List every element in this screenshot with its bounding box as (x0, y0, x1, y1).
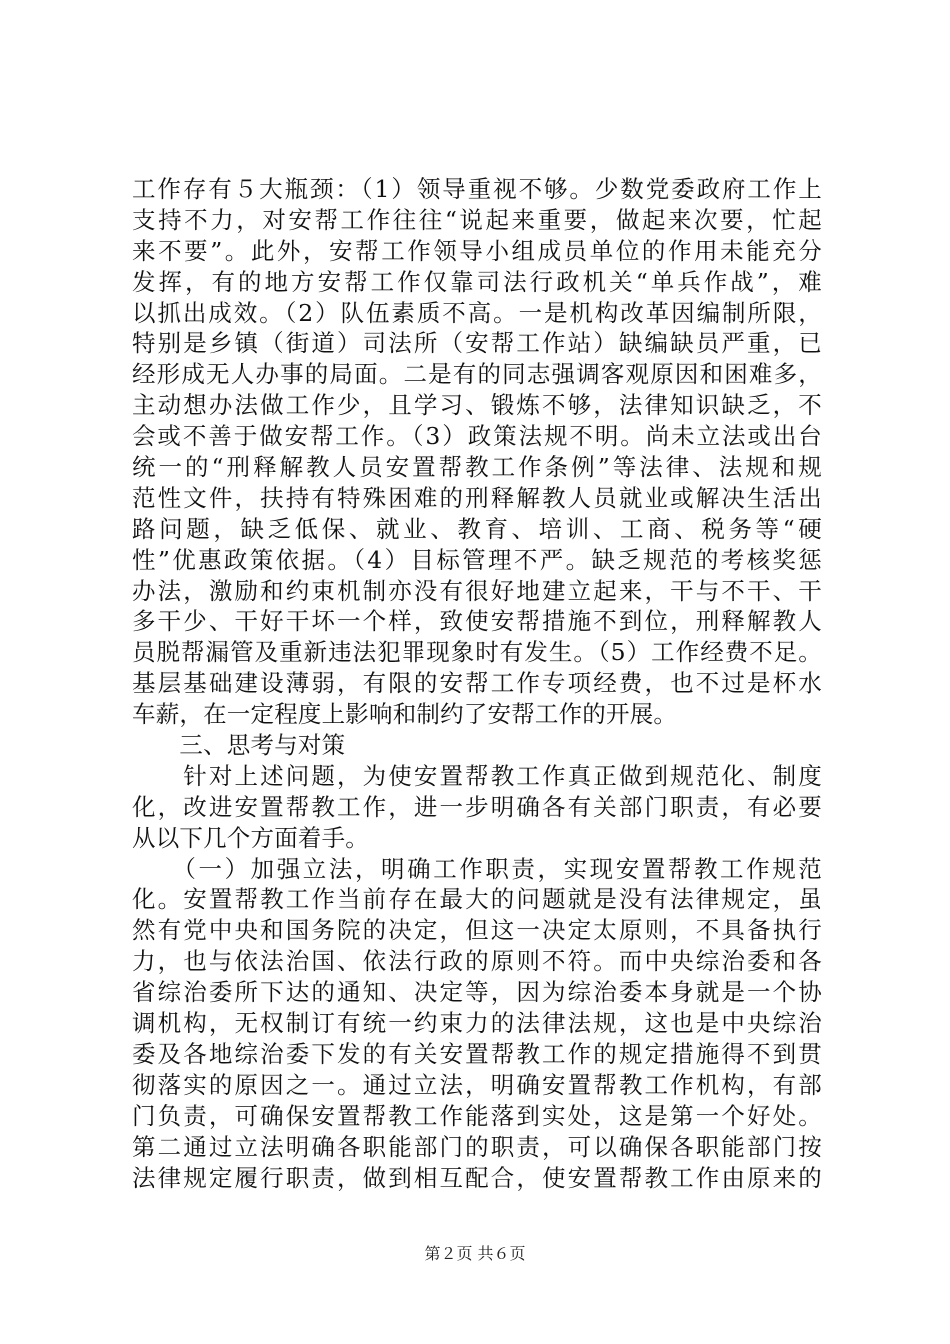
text-line: 工作存有５大瓶颈：（1）领导重视不够。少数党委政府工作上 (132, 175, 822, 203)
text-line: 来不要”。此外，安帮工作领导小组成员单位的作用未能充分 (132, 236, 822, 265)
text-line: 调机构，无权制订有统一约束力的法律法规，这也是中央综治 (132, 1009, 822, 1038)
text-line: 发挥，有的地方安帮工作仅靠司法行政机关“单兵作战”，难 (132, 267, 822, 296)
body-text (132, 174, 822, 1193)
text-line: 统一的“刑释解教人员安置帮教工作条例”等法律、法规和规 (132, 453, 822, 482)
text-line: 主动想办法做工作少，且学习、锻炼不够，法律知识缺乏，不 (132, 391, 822, 420)
text-line: 第二通过立法明确各职能部门的职责，可以确保各职能部门按 (132, 1132, 822, 1161)
text-line: 支持不力，对安帮工作往往“说起来重要，做起来次要，忙起 (132, 205, 822, 234)
text-line: 性”优惠政策依据。（4）目标管理不严。缺乏规范的考核奖惩 (132, 545, 822, 574)
text-line: 范性文件，扶持有特殊困难的刑释解教人员就业或解决生活出 (132, 483, 822, 512)
text-line: 委及各地综治委下发的有关安置帮教工作的规定措施得不到贯 (132, 1039, 822, 1068)
text-line: 省综治委所下达的通知、决定等，因为综治委本身就是一个协 (132, 978, 822, 1007)
text-line: 多干少、干好干坏一个样，致使安帮措施不到位，刑释解教人 (132, 607, 822, 636)
text-line: 彻落实的原因之一。通过立法，明确安置帮教工作机构，有部 (132, 1070, 822, 1099)
text-line: 特别是乡镇（街道）司法所（安帮工作站）缺编缺员严重，已 (132, 329, 822, 358)
text-line: 路问题，缺乏低保、就业、教育、培训、工商、税务等“硬 (132, 514, 822, 543)
text-line: 经形成无人办事的局面。二是有的同志强调客观原因和困难多， (132, 360, 822, 389)
text-line: 车薪，在一定程度上影响和制约了安帮工作的开展。 (132, 700, 678, 729)
text-line: 会或不善于做安帮工作。（3）政策法规不明。尚未立法或出台 (132, 422, 822, 451)
text-line: 力，也与依法治国、依法行政的原则不符。而中央综治委和各 (132, 947, 822, 976)
page-footer: 第２页 共６页 (424, 1244, 526, 1263)
text-line: 以抓出成效。（2）队伍素质不高。一是机构改革因编制所限， (132, 298, 822, 327)
text-line: 办法，激励和约束机制亦没有很好地建立起来，干与不干、干 (132, 576, 822, 605)
text-line: 化，改进安置帮教工作，进一步明确各有关部门职责，有必要 (132, 792, 822, 821)
text-line: 门负责，可确保安置帮教工作能落到实处，这是第一个好处。 (132, 1101, 822, 1130)
text-line: 化。安置帮教工作当前存在最大的问题就是没有法律规定，虽 (132, 885, 822, 914)
text-line: 基层基础建设薄弱，有限的安帮工作专项经费，也不过是杯水 (132, 669, 822, 698)
text-line: 法律规定履行职责，做到相互配合，使安置帮教工作由原来的 (132, 1163, 822, 1192)
text-line: 然有党中央和国务院的决定，但这一决定太原则，不具备执行 (132, 916, 822, 945)
text-line: 员脱帮漏管及重新违法犯罪现象时有发生。（5）工作经费不足。 (132, 638, 822, 667)
text-line: 三、思考与对策 (132, 731, 346, 760)
text-line: 从以下几个方面着手。 (132, 823, 369, 852)
text-line: （一）加强立法，明确工作职责，实现安置帮教工作规范 (132, 854, 822, 883)
text-line: 针对上述问题，为使安置帮教工作真正做到规范化、制度 (132, 761, 822, 790)
